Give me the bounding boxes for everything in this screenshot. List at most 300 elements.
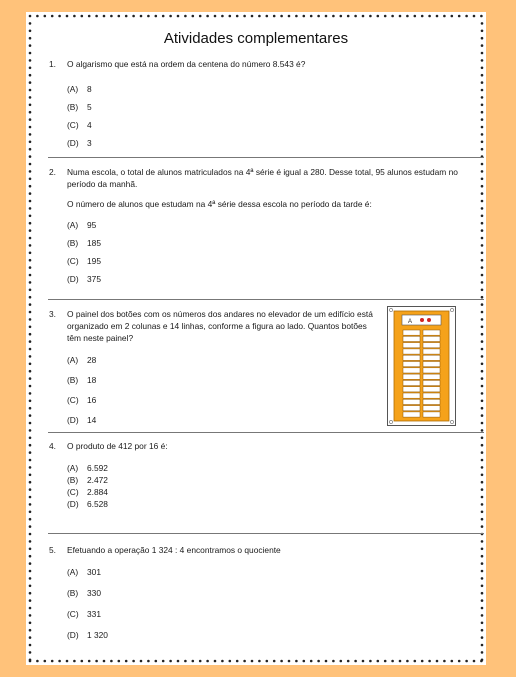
border-dot (29, 303, 32, 306)
border-dot (44, 15, 47, 18)
border-dot (58, 15, 61, 18)
option-value: 28 (87, 355, 97, 365)
border-dot (481, 422, 484, 425)
elevator-button (423, 387, 440, 392)
border-dot (436, 15, 439, 18)
border-dot (199, 15, 202, 18)
border-dot (29, 163, 32, 166)
border-dot (29, 89, 32, 92)
border-dot (481, 400, 484, 403)
border-dot (177, 15, 180, 18)
border-dot (481, 200, 484, 203)
border-dot (29, 81, 32, 84)
border-dot (29, 525, 32, 528)
border-dot (481, 503, 484, 506)
border-dot (29, 340, 32, 343)
border-dot (421, 15, 424, 18)
border-dot (428, 15, 431, 18)
border-dot (147, 660, 150, 663)
border-dot (88, 660, 91, 663)
border-dot (377, 15, 380, 18)
border-dot (354, 660, 357, 663)
question-1 (49, 58, 461, 149)
border-dot (29, 148, 32, 151)
border-dot (169, 660, 172, 663)
option-value: 2.472 (87, 475, 108, 485)
border-dot (29, 592, 32, 595)
border-dot (458, 660, 461, 663)
border-dot (177, 660, 180, 663)
border-dot (317, 660, 320, 663)
border-dot (162, 660, 165, 663)
border-dot (481, 548, 484, 551)
border-dot (473, 15, 476, 18)
option-letter: (D) (67, 138, 79, 148)
option-letter: (B) (67, 102, 79, 112)
border-dot (280, 660, 283, 663)
elevator-button (423, 343, 440, 348)
border-dot (29, 355, 32, 358)
border-dot (36, 660, 39, 663)
border-dot (29, 407, 32, 410)
border-dot (451, 660, 454, 663)
elevator-button (403, 330, 420, 335)
border-dot (29, 141, 32, 144)
border-dot (332, 15, 335, 18)
option-letter: (C) (67, 395, 79, 405)
border-dot (481, 185, 484, 188)
border-dot (421, 660, 424, 663)
question-separator (48, 533, 484, 534)
question-4 (49, 440, 461, 510)
elevator-button (423, 412, 440, 417)
border-dot (317, 15, 320, 18)
border-dot (481, 81, 484, 84)
border-dot (481, 252, 484, 255)
border-dot (214, 660, 217, 663)
border-dot (303, 15, 306, 18)
border-dot (481, 89, 484, 92)
border-dot (29, 540, 32, 543)
border-dot (481, 592, 484, 595)
border-dot (29, 437, 32, 440)
border-dot (132, 660, 135, 663)
border-dot (481, 348, 484, 351)
border-dot (140, 15, 143, 18)
border-dot (29, 629, 32, 632)
border-dot (399, 660, 402, 663)
border-dot (29, 533, 32, 536)
border-dot (481, 333, 484, 336)
border-dot (221, 15, 224, 18)
border-dot (481, 237, 484, 240)
border-dot (206, 15, 209, 18)
border-dot (295, 15, 298, 18)
border-dot (325, 660, 328, 663)
border-dot (340, 660, 343, 663)
border-dot (29, 422, 32, 425)
elevator-button (403, 380, 420, 385)
border-dot (29, 636, 32, 639)
question-5 (49, 544, 461, 641)
option-a (67, 566, 461, 578)
border-dot (406, 660, 409, 663)
border-dot (481, 636, 484, 639)
border-dot (481, 22, 484, 25)
option-a (67, 462, 461, 474)
border-dot (29, 259, 32, 262)
border-dot (29, 237, 32, 240)
border-dot (29, 503, 32, 506)
border-dot (29, 126, 32, 129)
border-dot (29, 118, 32, 121)
option-letter: (A) (67, 355, 79, 365)
option-value: 195 (87, 256, 101, 266)
option-b (67, 374, 381, 386)
border-dot (295, 660, 298, 663)
border-dot (481, 192, 484, 195)
border-dot (29, 348, 32, 351)
border-dot (481, 518, 484, 521)
option-c (67, 255, 461, 267)
elevator-button (403, 343, 420, 348)
border-dot (481, 459, 484, 462)
question-separator (48, 299, 484, 300)
option-value: 331 (87, 609, 101, 619)
border-dot (236, 15, 239, 18)
border-dot (29, 67, 32, 70)
border-dot (29, 659, 32, 662)
border-dot (206, 660, 209, 663)
border-dot (369, 660, 372, 663)
border-dot (29, 614, 32, 617)
question-number: 2. (49, 167, 56, 177)
border-dot (236, 660, 239, 663)
border-dot (347, 15, 350, 18)
border-dot (44, 660, 47, 663)
option-c (67, 486, 461, 498)
elevator-button (403, 406, 420, 411)
worksheet (26, 12, 486, 665)
border-dot (29, 333, 32, 336)
border-dot (29, 229, 32, 232)
elevator-panel-figure (387, 306, 456, 426)
elevator-button (403, 368, 420, 373)
option-value: 95 (87, 220, 97, 230)
border-dot (29, 274, 32, 277)
border-dot (481, 133, 484, 136)
border-dot (481, 437, 484, 440)
border-dot (481, 111, 484, 114)
option-a (67, 354, 381, 366)
border-dot (340, 15, 343, 18)
border-dot (73, 660, 76, 663)
border-dot (29, 466, 32, 469)
border-dot (481, 570, 484, 573)
border-dot (155, 660, 158, 663)
border-dot (58, 660, 61, 663)
border-dot (481, 281, 484, 284)
border-dot (155, 15, 158, 18)
border-dot (184, 660, 187, 663)
border-dot (481, 266, 484, 269)
border-dot (310, 660, 313, 663)
border-dot (36, 15, 39, 18)
border-dot (51, 660, 54, 663)
border-dot (481, 355, 484, 358)
border-dot (266, 15, 269, 18)
border-dot (192, 15, 195, 18)
border-dot (251, 660, 254, 663)
option-letter: (A) (67, 463, 79, 473)
elevator-button (423, 380, 440, 385)
border-dot (199, 660, 202, 663)
border-dot (481, 340, 484, 343)
border-dot (29, 111, 32, 114)
border-dot (184, 15, 187, 18)
border-dot (95, 660, 98, 663)
option-value: 1 320 (87, 630, 108, 640)
border-dot (481, 148, 484, 151)
question-number: 1. (49, 59, 56, 69)
border-dot (229, 660, 232, 663)
border-dot (481, 289, 484, 292)
border-dot (29, 511, 32, 514)
option-value: 375 (87, 274, 101, 284)
border-dot (29, 496, 32, 499)
border-dot (29, 363, 32, 366)
option-letter: (A) (67, 220, 79, 230)
border-dot (481, 207, 484, 210)
border-dot (29, 59, 32, 62)
border-dot (125, 660, 128, 663)
question-separator (48, 432, 484, 433)
border-dot (29, 651, 32, 654)
option-d (67, 414, 381, 426)
border-dot (481, 392, 484, 395)
border-dot (29, 562, 32, 565)
option-a (67, 219, 461, 231)
border-dot (29, 577, 32, 580)
border-dot (147, 15, 150, 18)
border-dot (481, 407, 484, 410)
border-dot (95, 15, 98, 18)
border-dot (481, 274, 484, 277)
elevator-button (403, 336, 420, 341)
border-dot (29, 370, 32, 373)
border-dot (481, 104, 484, 107)
question-number: 4. (49, 441, 56, 451)
border-dot (481, 59, 484, 62)
option-value: 330 (87, 588, 101, 598)
border-dot (481, 444, 484, 447)
border-dot (481, 52, 484, 55)
border-dot (66, 15, 69, 18)
border-dot (29, 22, 32, 25)
border-dot (481, 555, 484, 558)
option-value: 4 (87, 120, 92, 130)
border-dot (29, 74, 32, 77)
border-dot (384, 15, 387, 18)
border-dot (481, 244, 484, 247)
option-letter: (B) (67, 238, 79, 248)
question-number: 3. (49, 309, 56, 319)
option-d (67, 498, 461, 510)
elevator-button (423, 399, 440, 404)
option-value: 3 (87, 138, 92, 148)
question-text: O produto de 412 por 16 é: (67, 441, 168, 451)
border-dot (118, 15, 121, 18)
border-dot (465, 660, 468, 663)
option-value: 8 (87, 84, 92, 94)
border-dot (481, 385, 484, 388)
option-d (67, 273, 461, 285)
border-dot (192, 660, 195, 663)
option-b (67, 237, 461, 249)
border-dot (481, 363, 484, 366)
option-letter: (A) (67, 567, 79, 577)
border-dot (125, 15, 128, 18)
elevator-button (403, 374, 420, 379)
border-dot (369, 15, 372, 18)
border-dot (481, 311, 484, 314)
border-dot (481, 629, 484, 632)
border-dot (118, 660, 121, 663)
elevator-button (423, 362, 440, 367)
elevator-button (423, 374, 440, 379)
border-dot (443, 15, 446, 18)
border-dot (481, 370, 484, 373)
border-dot (29, 414, 32, 417)
option-value: 6.528 (87, 499, 108, 509)
border-dot (258, 660, 261, 663)
border-dot (29, 481, 32, 484)
elevator-button (423, 336, 440, 341)
border-dot (29, 281, 32, 284)
border-dot (29, 52, 32, 55)
border-dot (29, 155, 32, 158)
elevator-button (403, 393, 420, 398)
border-dot (29, 377, 32, 380)
border-dot (481, 466, 484, 469)
border-dot (436, 660, 439, 663)
question-text: Numa escola, o total de alunos matriculados na 4ª série é igual a 280. Desse total, 95 alunos estudam no período da manhã. (67, 167, 458, 189)
option-c (67, 394, 381, 406)
border-dot (266, 660, 269, 663)
option-value: 301 (87, 567, 101, 577)
question-3 (49, 308, 381, 426)
border-dot (481, 577, 484, 580)
elevator-button (423, 349, 440, 354)
border-dot (347, 660, 350, 663)
border-dot (29, 289, 32, 292)
border-dot (29, 244, 32, 247)
border-dot (481, 659, 484, 662)
border-dot (29, 215, 32, 218)
option-value: 185 (87, 238, 101, 248)
border-dot (51, 15, 54, 18)
border-dot (481, 222, 484, 225)
question-text: O algarismo que está na ordem da centena do número 8.543 é? (67, 59, 306, 69)
border-dot (481, 377, 484, 380)
border-dot (481, 303, 484, 306)
border-dot (481, 96, 484, 99)
border-dot (29, 599, 32, 602)
panel-light (420, 318, 424, 322)
option-d (67, 137, 461, 149)
option-b (67, 101, 461, 113)
border-dot (391, 15, 394, 18)
option-value: 16 (87, 395, 97, 405)
option-letter: (D) (67, 499, 79, 509)
border-dot (325, 15, 328, 18)
option-letter: (C) (67, 609, 79, 619)
option-letter: (C) (67, 120, 79, 130)
border-dot (110, 15, 113, 18)
border-dot (451, 15, 454, 18)
option-letter: (B) (67, 588, 79, 598)
border-dot (481, 170, 484, 173)
border-dot (481, 481, 484, 484)
border-dot (29, 607, 32, 610)
option-value: 5 (87, 102, 92, 112)
border-dot (481, 141, 484, 144)
border-dot (481, 414, 484, 417)
border-dot (29, 570, 32, 573)
option-d (67, 629, 461, 641)
border-dot (377, 660, 380, 663)
border-dot (243, 660, 246, 663)
border-dot (273, 15, 276, 18)
border-dot (243, 15, 246, 18)
border-dot (29, 296, 32, 299)
elevator-button (403, 387, 420, 392)
border-dot (481, 525, 484, 528)
question-2 (49, 166, 461, 285)
border-dot (29, 311, 32, 314)
option-c (67, 608, 461, 620)
option-a (67, 83, 461, 95)
border-dot (362, 15, 365, 18)
border-dot (481, 451, 484, 454)
border-dot (481, 474, 484, 477)
border-dot (273, 660, 276, 663)
border-dot (29, 488, 32, 491)
border-dot (414, 15, 417, 18)
border-dot (29, 400, 32, 403)
border-dot (288, 15, 291, 18)
elevator-button (403, 349, 420, 354)
border-dot (288, 660, 291, 663)
border-dot (473, 660, 476, 663)
border-dot (481, 178, 484, 181)
option-c (67, 119, 461, 131)
border-dot (480, 660, 483, 663)
border-dot (29, 622, 32, 625)
border-dot (310, 15, 313, 18)
border-dot (29, 474, 32, 477)
border-dot (481, 259, 484, 262)
option-letter: (B) (67, 375, 79, 385)
border-dot (29, 555, 32, 558)
border-dot (481, 562, 484, 565)
border-dot (81, 15, 84, 18)
border-dot (465, 15, 468, 18)
border-dot (29, 170, 32, 173)
border-dot (458, 15, 461, 18)
question-separator (48, 157, 484, 158)
border-dot (169, 15, 172, 18)
